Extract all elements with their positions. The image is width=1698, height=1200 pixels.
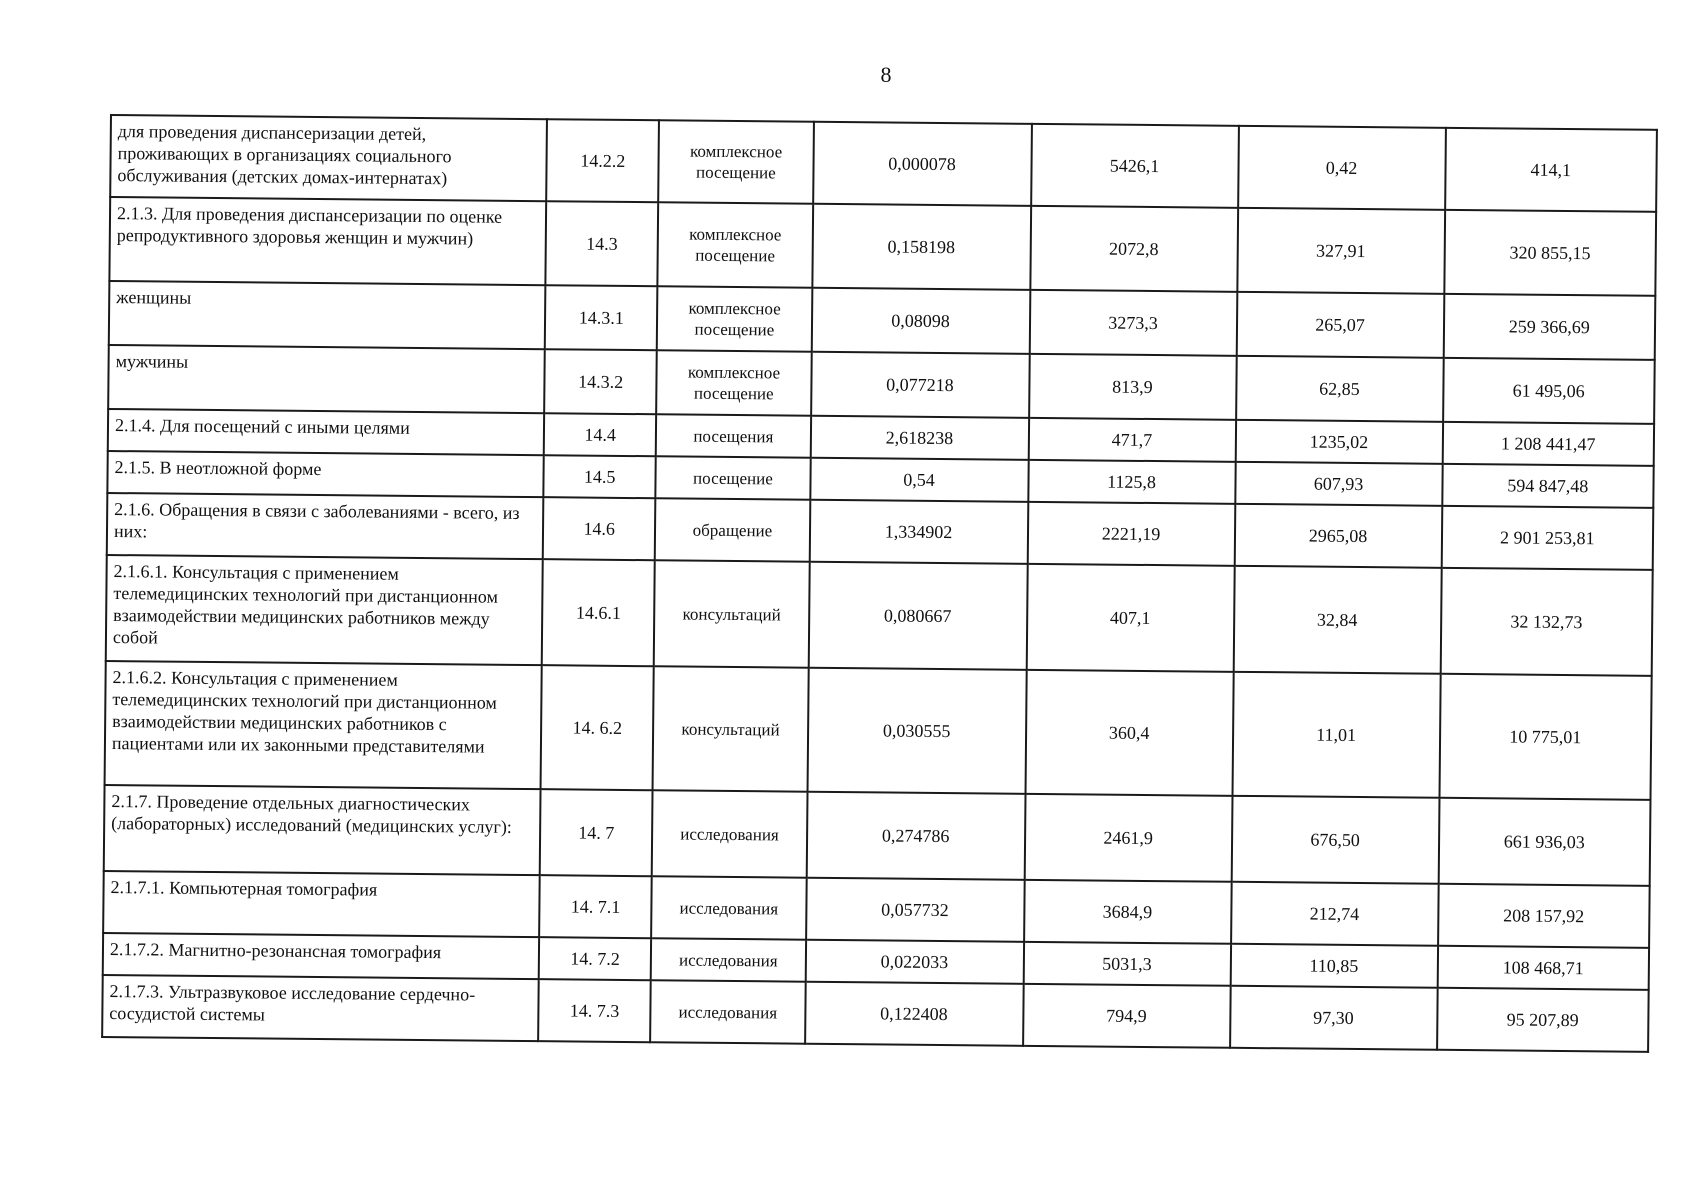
row-cost: 5426,1 [1031,124,1239,208]
row-norm: 2,618238 [810,416,1028,460]
data-table [101,114,1658,1053]
row-norm: 0,08098 [811,288,1030,354]
row-cost: 5031,3 [1023,942,1230,986]
row-norm: 0,274786 [806,792,1025,880]
row-cost: 3273,3 [1029,290,1237,356]
row-total: 208 157,92 [1438,884,1650,948]
row-cost: 3684,9 [1024,880,1232,944]
row-unit: комплексное посещение [657,286,812,351]
table-row [109,197,1656,296]
row-unit: обращение [655,498,810,561]
row-name: 2.1.7. Проведение отдельных диагностических (лабораторных) исследований (медицинских услуг): [104,785,541,875]
row-norm: 0,030555 [807,668,1026,794]
row-total: 594 847,48 [1442,464,1654,508]
row-unit: консультаций [653,666,808,791]
row-unit: комплексное посещение [658,202,813,287]
table-row [106,555,1653,676]
row-norm: 0,122408 [805,982,1024,1046]
row-cost: 2072,8 [1030,206,1238,292]
row-per-capita: 0,42 [1238,126,1446,210]
row-code: 14.6 [543,497,656,560]
row-code: 14. 7.1 [539,875,652,938]
row-name: 2.1.6.2. Консультация с применением телемедицинских технологий при дистанционном взаимодействии медицинских работников с пациентами или их законными представителями [105,661,542,789]
row-per-capita: 97,30 [1230,986,1438,1050]
row-name: 2.1.7.2. Магнитно-резонансная томография [103,933,539,979]
row-code: 14.6.1 [542,559,655,666]
row-per-capita: 110,85 [1230,944,1437,988]
row-code: 14.4 [544,413,657,456]
row-unit: исследования [652,790,807,877]
row-cost: 794,9 [1023,984,1231,1048]
row-norm: 0,057732 [806,878,1025,942]
row-name: 2.1.7.1. Компьютерная томография [103,871,540,937]
row-norm: 0,080667 [808,562,1027,670]
row-name: женщины [109,281,546,349]
row-per-capita: 62,85 [1236,356,1444,422]
row-cost: 471,7 [1028,418,1235,462]
row-name: мужчины [108,345,545,413]
row-name: 2.1.5. В неотложной форме [107,451,543,497]
row-unit: посещения [656,414,811,457]
row-name: 2.1.3. Для проведения диспансеризации по оценке репродуктивного здоровья женщин и мужчин) [109,197,546,285]
row-code: 14.5 [543,455,656,498]
row-total: 259 366,69 [1443,294,1655,360]
row-total: 61 495,06 [1443,358,1655,424]
row-norm: 0,158198 [812,204,1031,290]
row-code: 14.2.2 [546,119,659,202]
row-code: 14.3.2 [544,349,657,414]
row-norm: 0,077218 [811,352,1030,418]
row-unit: комплексное посещение [659,120,814,203]
row-per-capita: 2965,08 [1234,504,1442,568]
page-number: 8 [880,62,892,87]
row-code: 14. 6.2 [541,665,654,790]
row-total: 320 855,15 [1444,210,1656,296]
row-per-capita: 607,93 [1235,462,1442,506]
table-row [110,115,1657,212]
row-total: 1 208 441,47 [1442,422,1654,466]
row-norm: 0,54 [810,458,1028,502]
row-code: 14. 7.3 [538,979,651,1042]
row-per-capita: 327,91 [1237,208,1445,294]
row-cost: 1125,8 [1028,460,1235,504]
row-unit: исследования [651,938,806,981]
row-name: 2.1.6.1. Консультация с применением телемедицинских технологий при дистанционном взаимодействии медицинских работников между собой [106,555,543,665]
row-unit: комплексное посещение [657,350,812,415]
row-name: 2.1.6. Обращения в связи с заболеваниями - всего, из них: [107,493,544,559]
row-norm: 1,334902 [809,500,1028,564]
row-name: для проведения диспансеризации детей, проживающих в организациях социального обслуживания (детских домах-интернатах) [110,115,547,201]
row-code: 14.3.1 [545,285,658,350]
row-code: 14. 7 [540,789,653,876]
row-code: 14.3 [545,201,658,286]
row-name: 2.1.4. Для посещений с иными целями [108,409,544,455]
row-name: 2.1.7.3. Ультразвуковое исследование сердечно-сосудистой системы [102,975,539,1041]
row-code: 14. 7.2 [539,937,652,980]
row-cost: 407,1 [1026,564,1234,672]
table-row [105,661,1652,800]
row-per-capita: 212,74 [1231,882,1439,946]
table-row [104,785,1651,886]
row-cost: 2221,19 [1027,502,1235,566]
row-per-capita: 11,01 [1232,672,1440,798]
row-per-capita: 32,84 [1233,566,1441,674]
row-unit: консультаций [654,560,809,667]
row-unit: посещение [656,456,811,499]
row-cost: 360,4 [1025,670,1233,796]
row-total: 2 901 253,81 [1441,506,1653,570]
row-norm: 0,000078 [813,122,1032,206]
row-per-capita: 1235,02 [1235,420,1442,464]
row-norm: 0,022033 [805,940,1023,984]
row-per-capita: 265,07 [1236,292,1444,358]
row-total: 32 132,73 [1440,568,1652,676]
row-total: 10 775,01 [1439,674,1652,800]
row-cost: 813,9 [1029,354,1237,420]
row-total: 414,1 [1445,128,1657,212]
row-total: 95 207,89 [1437,988,1649,1052]
row-total: 661 936,03 [1438,798,1650,886]
row-per-capita: 676,50 [1231,796,1439,884]
row-unit: исследования [650,980,805,1043]
row-cost: 2461,9 [1024,794,1232,882]
row-total: 108 468,71 [1437,946,1649,990]
row-unit: исследования [651,876,806,939]
